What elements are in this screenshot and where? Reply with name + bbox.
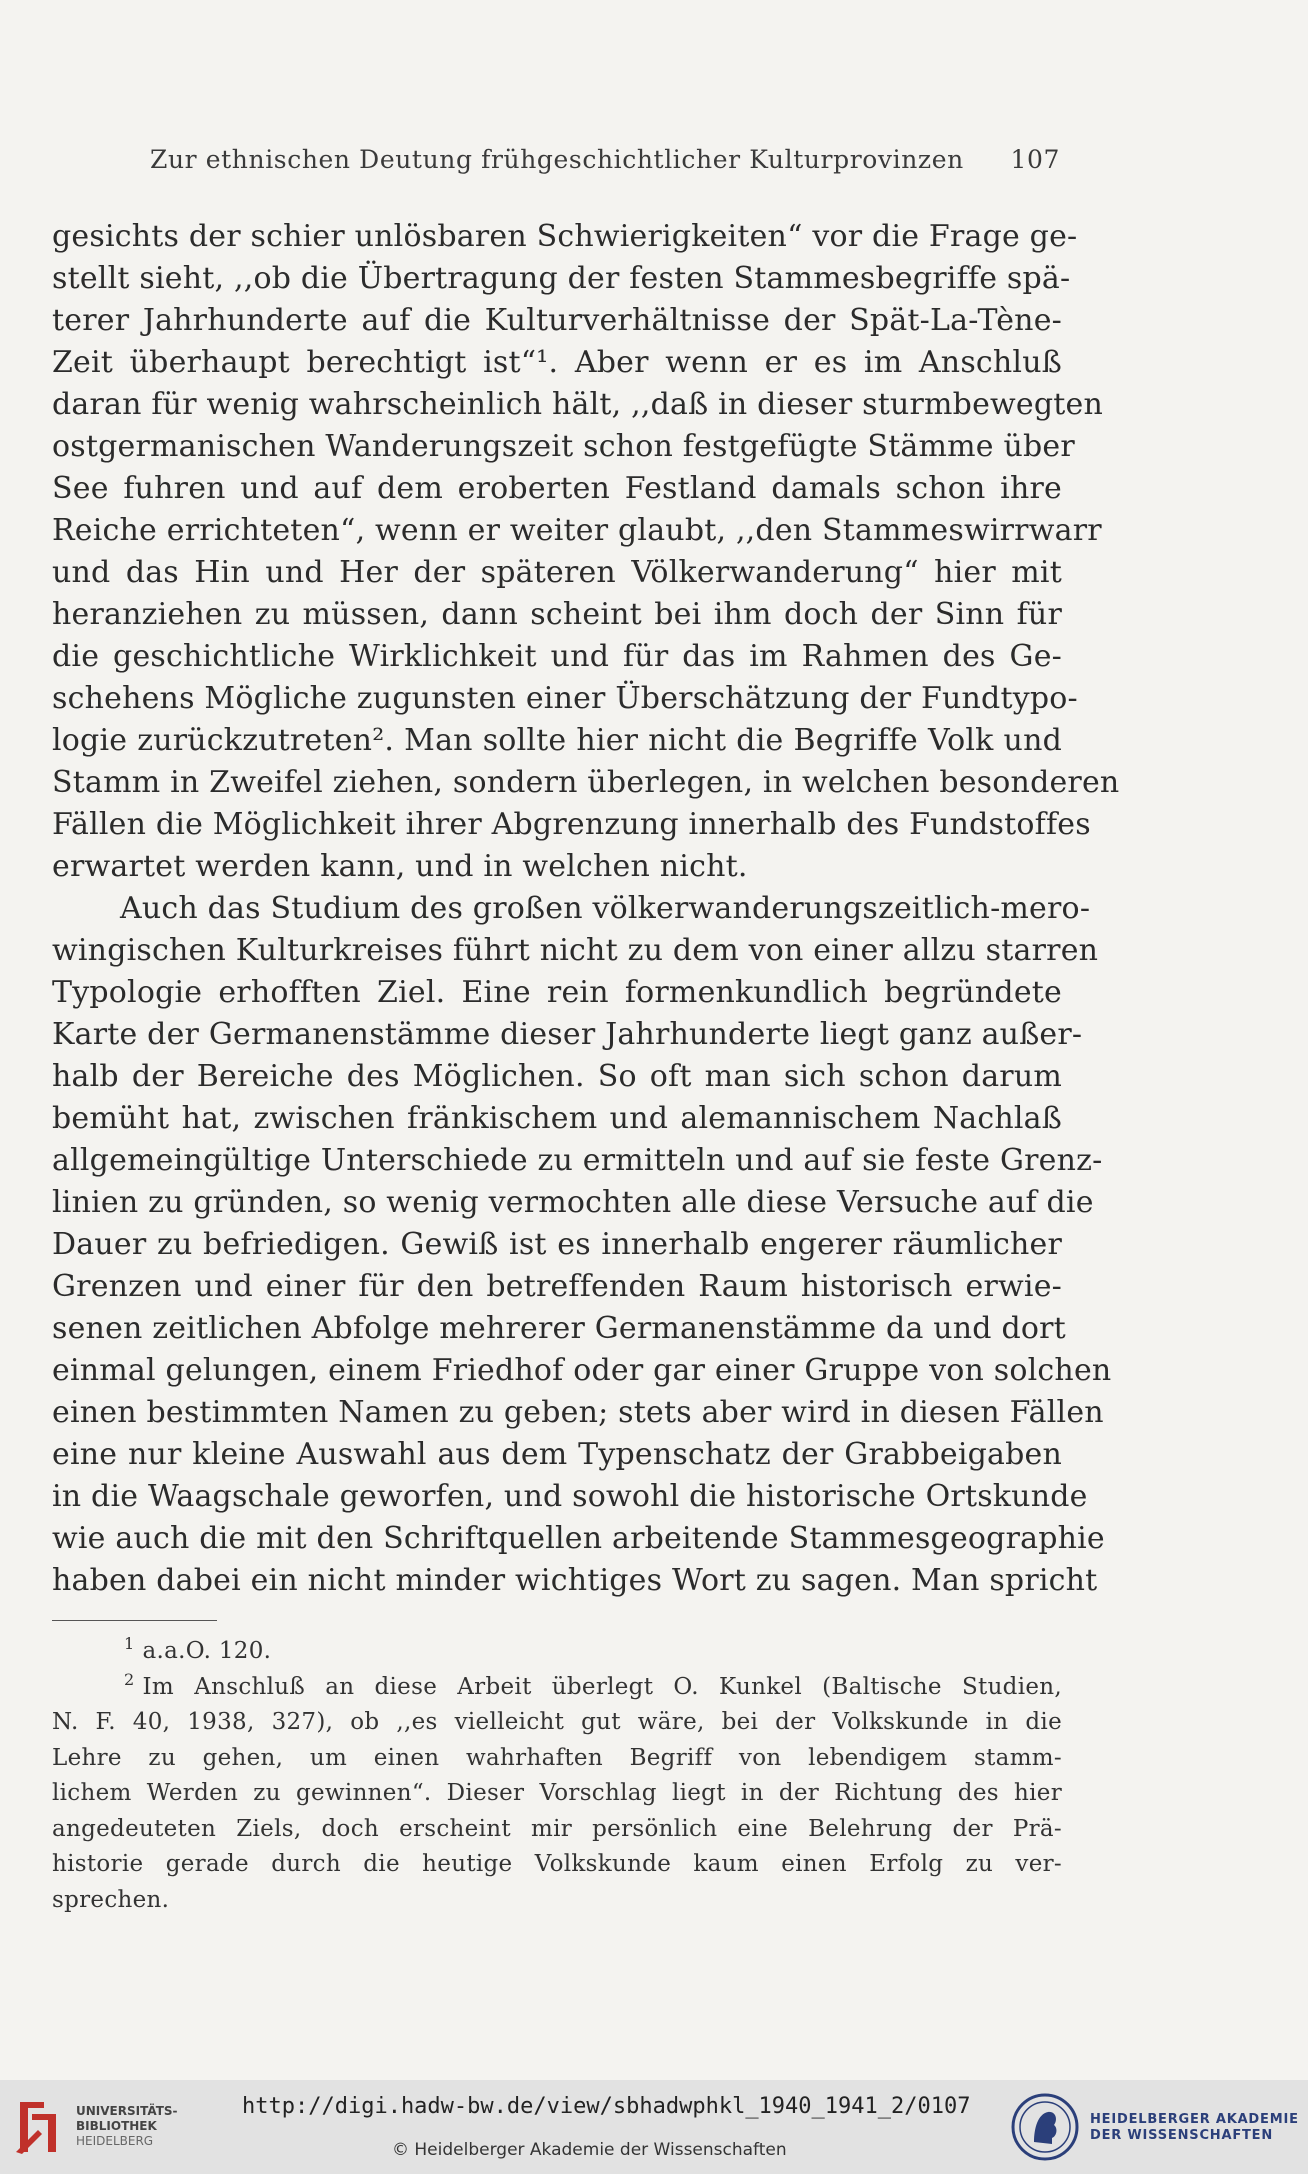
- body-line: haben dabei ein nicht minder wichtiges Wort zu sagen. Man spricht: [52, 1563, 1098, 1598]
- academy-label: [1090, 2112, 1299, 2144]
- footnote-1: [52, 1634, 1062, 1670]
- body-line: heranziehen zu müssen, dann scheint bei ihm doch der Sinn für: [52, 597, 1062, 632]
- footnotes: [52, 1634, 1062, 1918]
- body-text: [52, 216, 1120, 1602]
- body-line: einmal gelungen, einem Friedhof oder gar einer Gruppe von solchen: [52, 1353, 1112, 1388]
- digitization-footer: [0, 2080, 1308, 2174]
- academy-line: DER WISSENSCHAFTEN: [1090, 2128, 1274, 2143]
- academy-seal-logo[interactable]: [1010, 2092, 1080, 2162]
- body-line: wie auch die mit den Schriftquellen arbeitende Stammesgeographie: [52, 1521, 1105, 1556]
- ub-line: BIBLIOTHEK: [76, 2119, 157, 2133]
- body-line: Auch das Studium des großen völkerwanderungszeitlich-mero-: [120, 891, 1091, 926]
- academy-line: HEIDELBERGER AKADEMIE: [1090, 2112, 1299, 2127]
- body-line: linien zu gründen, so wenig vermochten alle diese Versuche auf die: [52, 1185, 1094, 1220]
- footnote-line: historie gerade durch die heutige Volkskunde kaum einen Erfolg zu ver-: [52, 1851, 1062, 1877]
- body-line: Grenzen und einer für den betreffenden Raum historisch erwie-: [52, 1269, 1062, 1304]
- body-line: einen bestimmten Namen zu geben; stets aber wird in diesen Fällen: [52, 1395, 1104, 1430]
- copyright-notice: © Heidelberger Akademie der Wissenschaften: [392, 2140, 787, 2160]
- footnote-number: 1: [124, 1634, 135, 1654]
- ub-label: [76, 2104, 178, 2149]
- footnote-line: lichem Werden zu gewinnen“. Dieser Vorschlag liegt in der Richtung des hier: [52, 1780, 1062, 1806]
- body-line: Zeit überhaupt berechtigt ist“¹. Aber wenn er es im Anschluß: [52, 345, 1062, 380]
- body-line: Stamm in Zweifel ziehen, sondern überlegen, in welchen besonderen: [52, 765, 1120, 800]
- body-line: gesichts der schier unlösbaren Schwierigkeiten“ vor die Frage ge-: [52, 219, 1078, 254]
- ub-line: UNIVERSITÄTS-: [76, 2104, 178, 2118]
- footnote-number: 2: [124, 1669, 135, 1689]
- academy-seal-icon: [1010, 2092, 1080, 2162]
- body-line: ostgermanischen Wanderungszeit schon festgefügte Stämme über: [52, 429, 1075, 464]
- body-line: Reiche errichteten“, wenn er weiter glaubt, ,,den Stammeswirrwarr: [52, 513, 1102, 548]
- body-line: senen zeitlichen Abfolge mehrerer Germanenstämme da und dort: [52, 1311, 1066, 1346]
- body-line: in die Waagschale geworfen, und sowohl die historische Ortskunde: [52, 1479, 1088, 1514]
- ub-line: HEIDELBERG: [76, 2134, 154, 2148]
- body-line: wingischen Kulturkreises führt nicht zu dem von einer allzu starren: [52, 933, 1099, 968]
- body-line: halb der Bereiche des Möglichen. So oft man sich schon darum: [52, 1059, 1062, 1094]
- running-head-title: Zur ethnischen Deutung frühgeschichtlicher Kulturprovinzen: [150, 145, 964, 174]
- body-line: schehens Mögliche zugunsten einer Überschätzung der Fundtypo-: [52, 681, 1078, 716]
- body-line: allgemeingültige Unterschiede zu ermitteln und auf sie feste Grenz-: [52, 1143, 1103, 1178]
- body-line: See fuhren und auf dem eroberten Festland damals schon ihre: [52, 471, 1062, 506]
- body-line: daran für wenig wahrscheinlich hält, ,,daß in dieser sturmbewegten: [52, 387, 1104, 422]
- permalink-url[interactable]: http://digi.hadw-bw.de/view/sbhadwphkl_1940_1941_2/0107: [242, 2094, 971, 2119]
- body-line: Fällen die Möglichkeit ihrer Abgrenzung innerhalb des Fundstoffes: [52, 807, 1091, 842]
- footnote-line: sprechen.: [52, 1886, 170, 1913]
- ub-emblem-icon: [14, 2094, 62, 2158]
- page-number: 107: [1010, 145, 1060, 174]
- body-line: bemüht hat, zwischen fränkischem und alemannischem Nachlaß: [52, 1101, 1062, 1136]
- body-line: Karte der Germanenstämme dieser Jahrhunderte liegt ganz außer-: [52, 1017, 1083, 1052]
- footnote-2: [52, 1670, 1062, 1706]
- body-line: erwartet werden kann, und in welchen nicht.: [52, 849, 748, 884]
- footnote-line: angedeuteten Ziels, doch erscheint mir persönlich eine Belehrung der Prä-: [52, 1815, 1062, 1842]
- body-line: Dauer zu befriedigen. Gewiß ist es innerhalb engerer räumlicher: [52, 1227, 1062, 1262]
- body-line: eine nur kleine Auswahl aus dem Typenschatz der Grabbeigaben: [52, 1437, 1062, 1472]
- footnote-line: a.a.O. 120.: [142, 1638, 272, 1664]
- footnote-line: Lehre zu gehen, um einen wahrhaften Begriff von lebendigem stamm-: [52, 1744, 1062, 1771]
- body-line: die geschichtliche Wirklichkeit und für das im Rahmen des Ge-: [52, 639, 1062, 674]
- body-line: logie zurückzutreten². Man sollte hier nicht die Begriffe Volk und: [52, 723, 1062, 758]
- university-library-logo[interactable]: [14, 2094, 184, 2158]
- body-line: Typologie erhofften Ziel. Eine rein formenkundlich begründete: [52, 975, 1062, 1010]
- footnote-line: N. F. 40, 1938, 327), ob ,,es vielleicht gut wäre, bei der Volkskunde in die: [52, 1709, 1062, 1735]
- footnote-separator: [52, 1620, 217, 1621]
- body-line: terer Jahrhunderte auf die Kulturverhältnisse der Spät-La-Tène-: [52, 303, 1062, 338]
- body-line: stellt sieht, ,,ob die Übertragung der festen Stammesbegriffe spä-: [52, 261, 1071, 296]
- footnote-line: Im Anschluß an diese Arbeit überlegt O. Kunkel (Baltische Studien,: [142, 1673, 1062, 1700]
- running-head: [150, 145, 1060, 179]
- body-line: und das Hin und Her der späteren Völkerwanderung“ hier mit: [52, 555, 1062, 590]
